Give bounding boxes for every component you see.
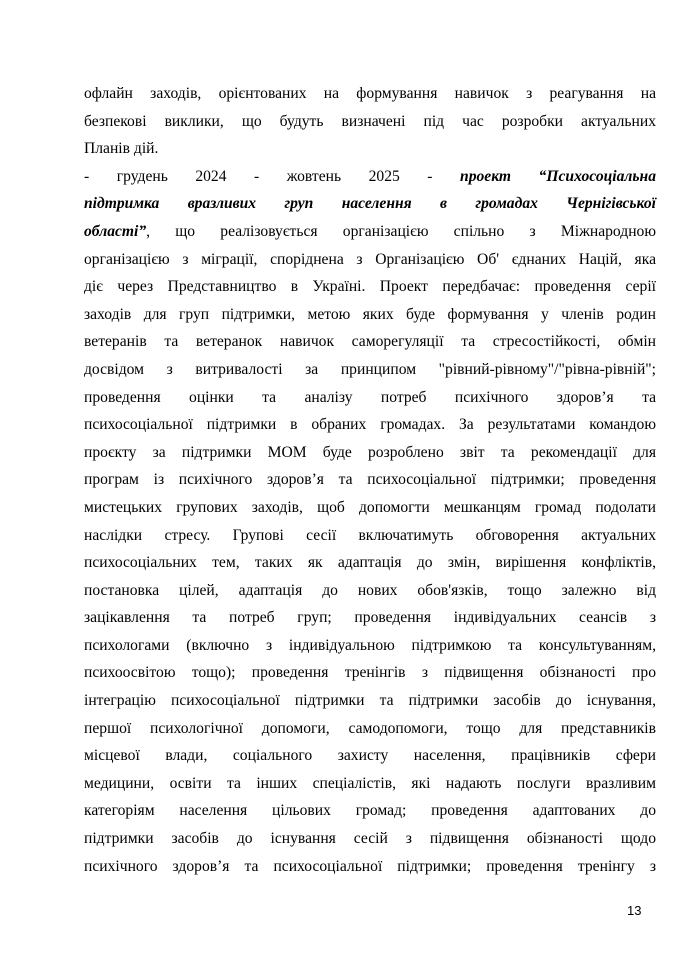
project-title-part-3: області” [84, 222, 147, 240]
text-line: психічного здоров’я та психосоціальної підтримки; проведення тренінгу з [84, 857, 656, 875]
text-line: психологами (включно з індивідуальною підтримкою та консультуванням, [84, 636, 656, 654]
document-body [84, 80, 656, 880]
text-line: ветеранів та ветеранок навичок саморегуляції та стресостійкості, обмін [84, 333, 656, 351]
bullet-line [84, 163, 656, 191]
text-line: місцевої влади, соціального захисту населення, працівників сфери [84, 747, 656, 765]
text-line: зацікавлення та потреб груп; проведення індивідуальних сеансів з [84, 609, 656, 627]
text-line: психосоціальної підтримки в обраних громадах. За результатами командою [84, 416, 656, 434]
project-title-part-2: підтримка вразливих груп населення в громадах Чернігівської [84, 195, 656, 213]
text-line: медицини, освіти та інших спеціалістів, які надають послуги вразливим [84, 774, 656, 792]
bullet-dash: - [84, 167, 90, 185]
text-fragment: , що реалізовується організацією спільно з Міжнародною [146, 222, 656, 240]
page-number: 13 [627, 903, 642, 918]
project-title-part-1: проект “Психосоціальна [460, 167, 656, 185]
text-line: проведення оцінки та аналізу потреб психічного здоров’я та [84, 388, 656, 406]
date-range-text: грудень 2024 - жовтень 2025 - [116, 167, 433, 185]
text-line: офлайн заходів, орієнтованих на формування навичок з реагування на [84, 85, 656, 102]
text-line: наслідки стресу. Групові сесії включатимуть обговорення актуальних [84, 526, 656, 544]
text-line: категоріям населення цільових громад; проведення адаптованих до [84, 802, 656, 820]
text-line: діє через Представництво в Україні. Проект передбачає: проведення серії [84, 278, 656, 296]
text-line: постановка цілей, адаптація до нових обов'язків, тощо залежно від [84, 581, 656, 599]
text-line: Планів дій. [84, 140, 159, 158]
text-line: психоосвітою тощо); проведення тренінгів з підвищення обізнаності про [84, 664, 656, 682]
text-line: мистецьких групових заходів, щоб допомогти мешканцям громад подолати [84, 498, 656, 516]
text-line: інтеграцію психосоціальної підтримки та підтримки засобів до існування, [84, 692, 656, 710]
text-line: першої психологічної допомоги, самодопомоги, тощо для представників [84, 719, 656, 737]
text-line: безпекові виклики, що будуть визначені під час розробки актуальних [84, 112, 656, 130]
text-line: організацією з міграції, споріднена з Організацією Об' єднаних Націй, яка [84, 250, 656, 268]
text-line: психосоціальних тем, таких як адаптація до змін, вирішення конфліктів, [84, 554, 656, 572]
text-line: підтримки засобів до існування сесій з підвищення обізнаності щодо [84, 830, 656, 848]
text-line: програм із психічного здоров’я та психосоціальної підтримки; проведення [84, 471, 656, 489]
text-line: заходів для груп підтримки, метою яких буде формування у членів родин [84, 305, 656, 323]
text-line [84, 218, 656, 246]
text-line: проєкту за підтримки МОМ буде розроблено звіт та рекомендації для [84, 443, 656, 461]
text-line: досвідом з витривалості за принципом "рівний-рівному"/"рівна-рівній"; [84, 360, 656, 378]
